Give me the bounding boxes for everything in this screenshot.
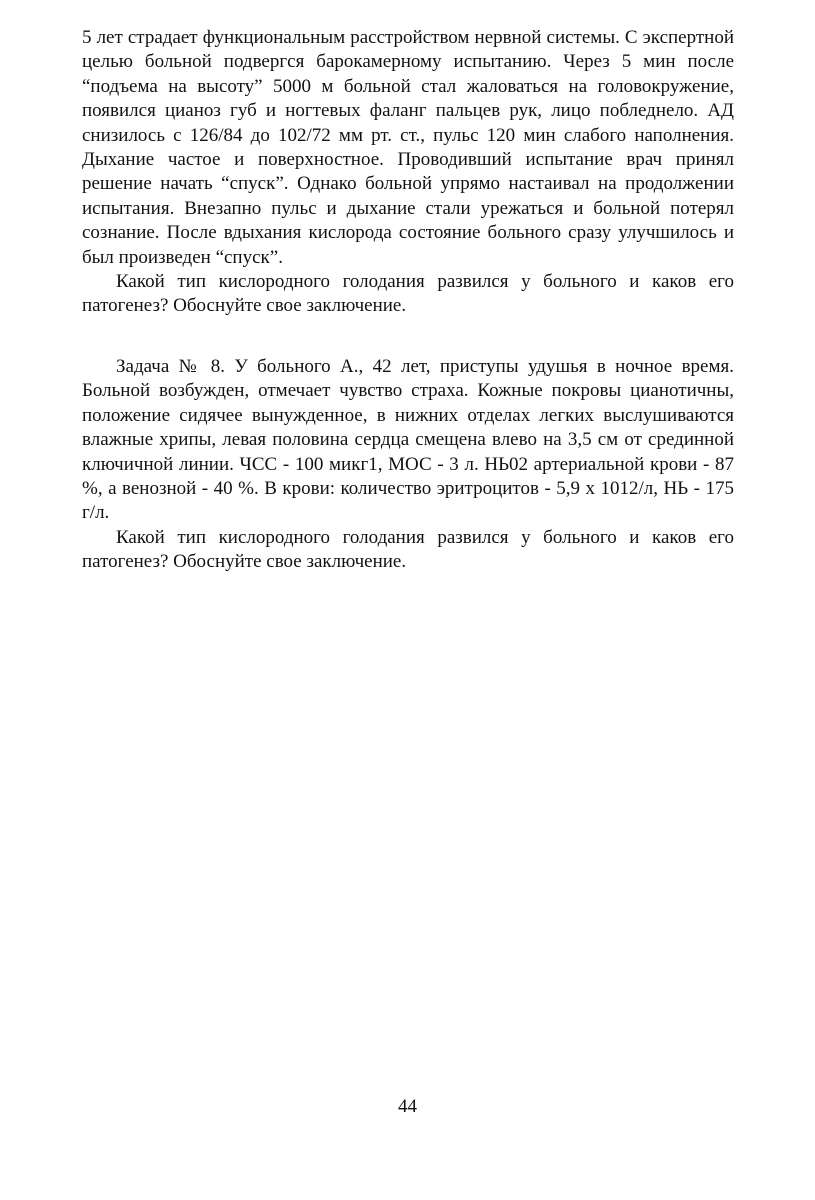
page-number: 44 <box>398 1096 417 1117</box>
paragraph-gap <box>82 319 734 355</box>
case-7-continuation: 5 лет страдает функциональным расстройством нервной системы. С экспертной целью больной подвергся барокамерному испытанию. Через 5 мин после “подъема на высоту” 5000 м больной стал жаловаться на головокружение, появился цианоз губ и ногтевых фаланг пальцев рук, лицо побледнело. АД снизилось с 126/84 до 102/72 мм рт. ст., пульс 120 мин слабого наполнения. Дыхание частое и поверхностное. Проводивший испытание врач принял решение начать “спуск”. Однако больной упрямо настаивал на продолжении испытания. Внезапно пульс и дыхание стали урежаться и больной потерял сознание. После вдыхания кислорода состояние больного сразу улучшилось и был произведен “спуск”. <box>82 27 734 268</box>
case-8-text: Задача № 8. У больного А., 42 лет, приступы удушья в ночное время. Больной возбужден, отмечает чувство страха. Кожные покровы цианотичны, положение сидячее вынужденное, в нижних отделах легких выслушиваются влажные хрипы, левая половина сердца смещена влево на 3,5 см от срединной ключичной линии. ЧСС - 100 микг1, МОС - 3 л. НЬ02 артериальной крови - 87 %, а венозной - 40 %. В крови: количество эритроцитов - 5,9 х 1012/л, НЬ - 175 г/л. <box>82 355 734 524</box>
case-7-question: Какой тип кислородного голодания развился у больного и каков его патогенез? Обоснуйте свое заключение. <box>82 271 734 317</box>
page-body <box>82 26 734 575</box>
case-8-question: Какой тип кислородного голодания развился у больного и каков его патогенез? Обоснуйте свое заключение. <box>82 526 734 573</box>
